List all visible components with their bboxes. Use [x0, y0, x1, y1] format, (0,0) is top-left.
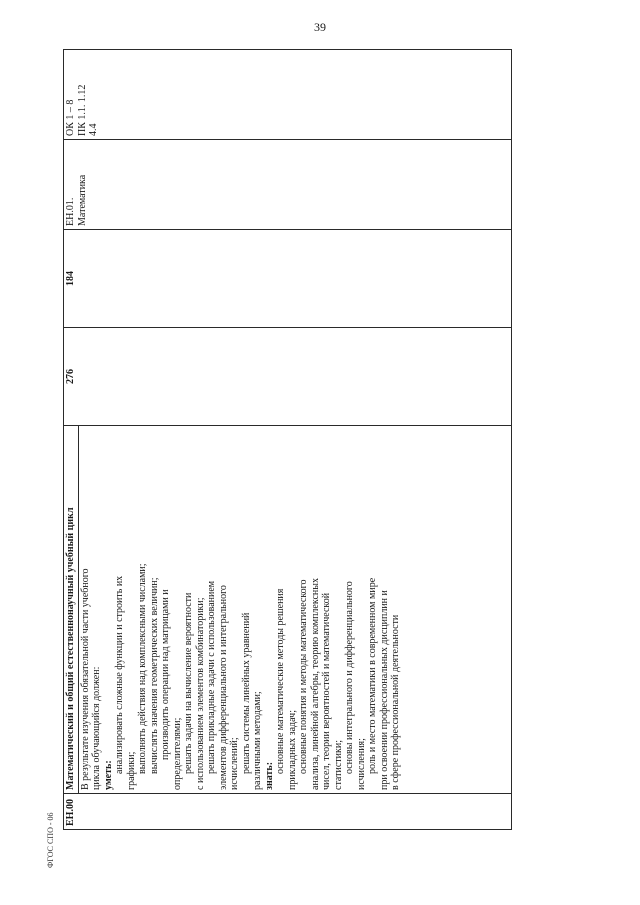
discipline-cell	[64, 140, 512, 230]
knowledge-1-line-2: прикладных задач;	[286, 710, 298, 790]
knowledge-1-line-1: основные математические методы решения	[275, 588, 286, 774]
page-number: 39	[314, 20, 326, 34]
intro-line-1: В результате изучения обязательной части учебного	[79, 568, 91, 790]
discipline-index: ЕН.01.	[65, 197, 76, 226]
skill-4-line-2: определителями;	[171, 717, 183, 790]
knowledge-4-line-3: в сфере профессиональной деятельности	[390, 614, 401, 790]
section-code: ЕН.00	[64, 794, 512, 830]
skill-2: выполнять действия над комплексными числами;	[137, 563, 148, 774]
description-cell	[78, 426, 511, 794]
skill-5-line-2: с использованием элементов комбинаторики;	[194, 597, 206, 790]
competencies-cell	[64, 50, 512, 140]
skill-6-line-2: элементов дифференциального и интегрального	[217, 585, 229, 790]
skill-7-line-2: различными методами;	[252, 691, 263, 790]
knowledge-4-line-1: роль и место математики в современном мире	[367, 577, 378, 774]
skill-7-line-1: решать системы линейных уравнений	[240, 612, 252, 774]
class-hours: 184	[64, 230, 512, 328]
knowledge-3-line-2: исчисления;	[355, 738, 367, 790]
skill-3: вычислять значения геометрических величин;	[148, 577, 160, 774]
knowledge-3-line-1: основы интегрального и дифференциального	[344, 581, 355, 774]
max-hours: 276	[64, 328, 512, 426]
intro-line-2: цикла обучающийся должен:	[91, 666, 102, 790]
skill-1-line-1: анализировать сложные функции и строить их	[114, 575, 125, 774]
knowledge-heading: знать:	[263, 761, 275, 790]
footer-code: ФГОС СПО - 06	[46, 812, 55, 868]
section-row	[64, 50, 79, 830]
curriculum-table	[63, 49, 512, 830]
skills-heading: уметь:	[102, 760, 114, 790]
competencies-line-3: 4.4	[88, 123, 99, 136]
skill-1-line-2: графики;	[125, 751, 137, 790]
knowledge-4-line-2: при освоении профессиональных дисциплин и	[378, 590, 390, 790]
competencies-line-2: ПК 1.1. 1.12	[76, 84, 88, 136]
knowledge-2-line-2: анализа, линейной алгебры, теорию комплексных	[309, 578, 321, 790]
knowledge-2-line-1: основные понятия и методы математического	[298, 579, 309, 774]
section-title: Математический и общий естественнонаучный учебный цикл	[64, 426, 79, 794]
rotated-table-wrapper	[63, 50, 512, 830]
knowledge-2-line-4: статистики;	[332, 740, 344, 790]
skill-4-line-1: производить операции над матрицами и	[160, 589, 171, 760]
discipline-name: Математика	[76, 174, 88, 226]
competencies-line-1: ОК 1 – 8	[65, 99, 76, 136]
skill-5-line-1: решать задачи на вычисление вероятности	[183, 592, 194, 774]
knowledge-2-line-3: чисел, теории вероятностей и математической	[321, 592, 332, 790]
skill-6-line-3: исчислений;	[229, 737, 240, 790]
skill-6-line-1: решать прикладные задачи с использованием	[206, 580, 217, 774]
